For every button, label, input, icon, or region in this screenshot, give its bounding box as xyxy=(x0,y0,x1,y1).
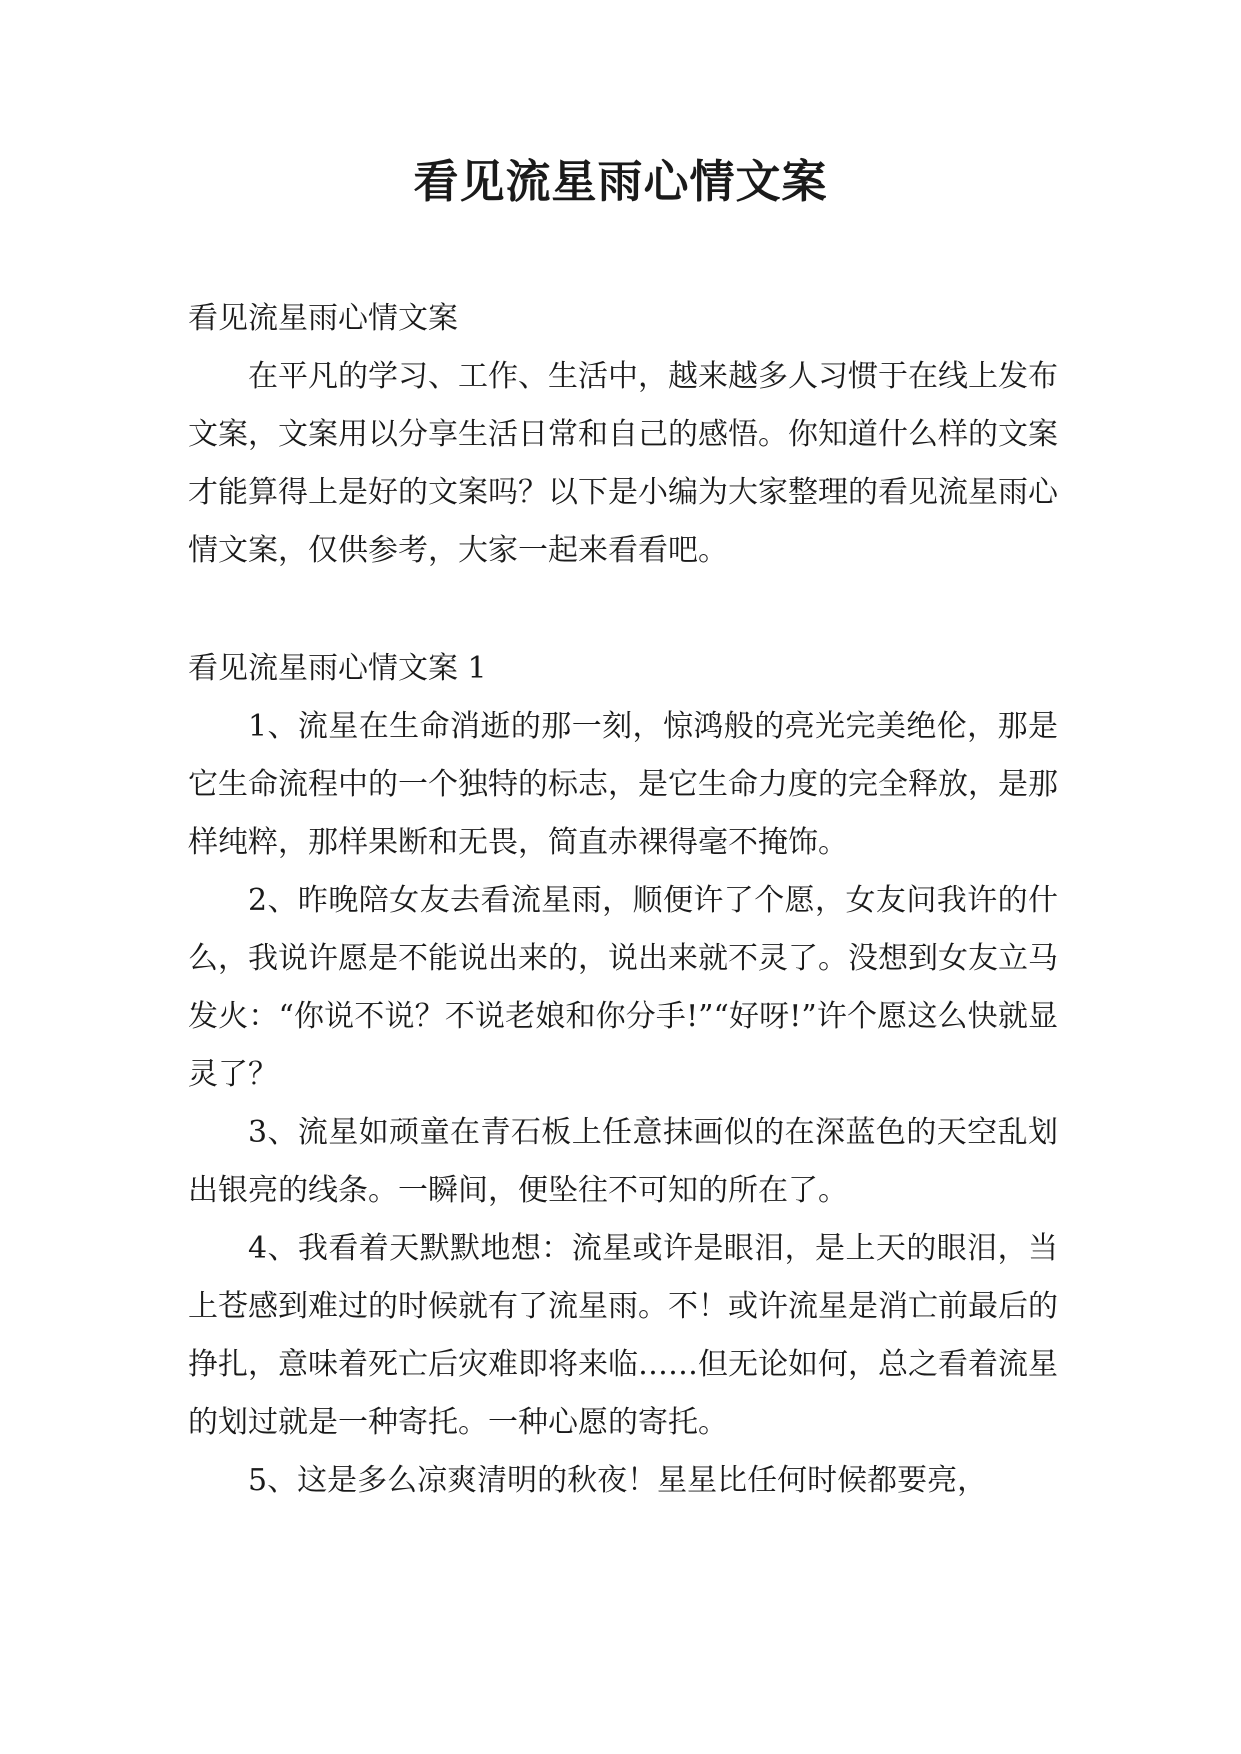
document-body xyxy=(188,290,1058,1510)
list-item: 4、我看着天默默地想：流星或许是眼泪，是上天的眼泪，当上苍感到难过的时候就有了流星雨。不！或许流星是消亡前最后的挣扎，意味着死亡后灾难即将来临……但无论如何，总之看着流星的划过就是一种寄托。一种心愿的寄托。 xyxy=(188,1231,1058,1440)
list-item: 1、流星在生命消逝的那一刻，惊鸿般的亮光完美绝伦，那是它生命流程中的一个独特的标志，是它生命力度的完全释放，是那样纯粹，那样果断和无畏，简直赤裸得毫不掩饰。 xyxy=(188,709,1058,860)
section-spacer xyxy=(188,580,1058,640)
list-item: 5、这是多么凉爽清明的秋夜！星星比任何时候都要亮， xyxy=(248,1463,988,1498)
page-title: 看见流星雨心情文案 xyxy=(413,155,828,208)
document-subtitle: 看见流星雨心情文案 xyxy=(188,301,458,336)
section-heading: 看见流星雨心情文案 1 xyxy=(188,651,487,686)
intro-paragraph: 在平凡的学习、工作、生活中，越来越多人习惯于在线上发布文案，文案用以分享生活日常和自己的感悟。你知道什么样的文案才能算得上是好的文案吗？以下是小编为大家整理的看见流星雨心情文案，仅供参考，大家一起来看看吧。 xyxy=(188,359,1058,568)
list-item: 3、流星如顽童在青石板上任意抹画似的在深蓝色的天空乱划出银亮的线条。一瞬间，便坠往不可知的所在了。 xyxy=(188,1115,1058,1208)
list-item: 2、昨晚陪女友去看流星雨，顺便许了个愿，女友问我许的什么，我说许愿是不能说出来的，说出来就不灵了。没想到女友立马发火：“你说不说？不说老娘和你分手!”“好呀!”许个愿这么快就显灵了？ xyxy=(188,883,1058,1092)
